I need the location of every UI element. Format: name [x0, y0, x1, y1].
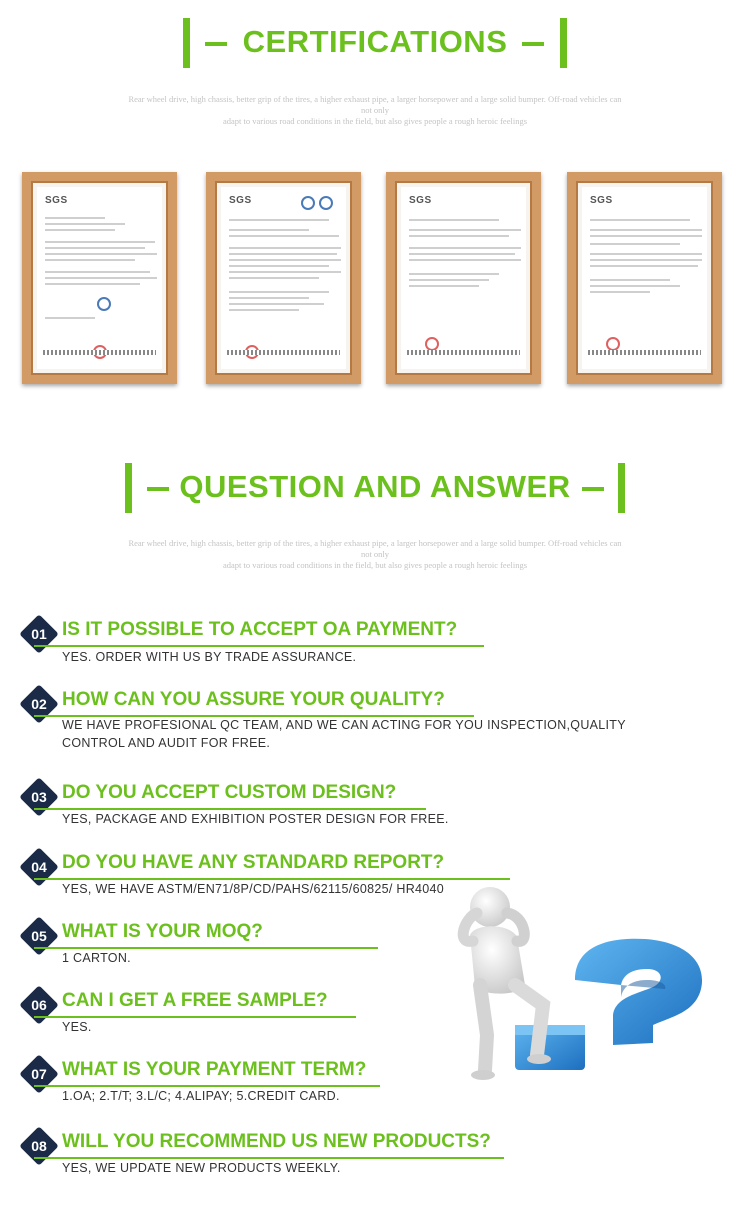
- header-dash-right: [582, 487, 604, 491]
- answer-text: YES. ORDER WITH US BY TRADE ASSURANCE.: [62, 650, 357, 664]
- question-text: DO YOU HAVE ANY STANDARD REPORT?: [62, 852, 445, 873]
- sgs-logo: SGS: [590, 195, 613, 206]
- header-dash-right: [522, 42, 544, 46]
- subtitle-line: adapt to various road conditions in the field, but also gives people a rough heroic feelings: [222, 560, 528, 570]
- certificate-frame: [22, 172, 177, 384]
- ilac-icon: [319, 196, 333, 210]
- number-label: 08: [31, 1138, 47, 1154]
- certifications-title: CERTIFICATIONS: [242, 24, 508, 59]
- answer-text: WE HAVE PROFESIONAL QC TEAM, AND WE CAN ACTING FOR YOU INSPECTION,QUALITY CONTROL AND AUDIT FOR FREE.: [62, 718, 626, 750]
- number-label: 02: [31, 696, 47, 712]
- certificate-document: [221, 187, 346, 369]
- answer-text: YES, WE HAVE ASTM/EN71/8P/CD/PAHS/62115/60825/ HR4040: [62, 882, 445, 896]
- barcode-strip: [43, 350, 156, 355]
- thinking-figure-illustration: [425, 885, 710, 1085]
- sgs-logo: SGS: [45, 195, 68, 206]
- certificate-frame: [567, 172, 722, 384]
- subtitle-line: adapt to various road conditions in the field, but also gives people a rough heroic feelings: [222, 116, 528, 126]
- question-text: WILL YOU RECOMMEND US NEW PRODUCTS?: [62, 1131, 491, 1152]
- seal-icon: [97, 297, 111, 311]
- certificate-document: [582, 187, 707, 369]
- certifications-header: [0, 18, 750, 78]
- question-text: HOW CAN YOU ASSURE YOUR QUALITY?: [62, 689, 445, 710]
- barcode-strip: [588, 350, 701, 355]
- answer-text: 1 CARTON.: [62, 951, 131, 965]
- question-text: WHAT IS YOUR PAYMENT TERM?: [62, 1059, 367, 1080]
- sgs-logo: SGS: [409, 195, 432, 206]
- sgs-logo: SGS: [229, 195, 252, 206]
- qa-title: QUESTION AND ANSWER: [179, 469, 571, 504]
- question-text: DO YOU ACCEPT CUSTOM DESIGN?: [62, 782, 397, 803]
- number-label: 03: [31, 789, 47, 805]
- certificate-document: [37, 187, 162, 369]
- certificate-frame: [206, 172, 361, 384]
- cnas-icon: [301, 196, 315, 210]
- barcode-strip: [227, 350, 340, 355]
- question-text: IS IT POSSIBLE TO ACCEPT OA PAYMENT?: [62, 619, 458, 640]
- qa-header: [0, 463, 750, 523]
- subtitle-line: Rear wheel drive, high chassis, better grip of the tires, a higher exhaust pipe, a larger horsepower and a large solid bumper. Off-road vehicles can not only: [128, 538, 622, 559]
- number-label: 06: [31, 997, 47, 1013]
- stamp-icon: [606, 337, 620, 351]
- certificate-frame: [386, 172, 541, 384]
- answer-text: YES.: [62, 1020, 92, 1034]
- answer-text: YES, WE UPDATE NEW PRODUCTS WEEKLY.: [62, 1161, 341, 1175]
- certificate-document: [401, 187, 526, 369]
- subtitle-line: Rear wheel drive, high chassis, better grip of the tires, a higher exhaust pipe, a larger horsepower and a large solid bumper. Off-road vehicles can not only: [128, 94, 622, 115]
- number-label: 07: [31, 1066, 47, 1082]
- header-bar-right: [618, 463, 625, 513]
- number-label: 04: [31, 859, 47, 875]
- answer-text: 1.OA; 2.T/T; 3.L/C; 4.ALIPAY; 5.CREDIT CARD.: [62, 1089, 340, 1103]
- question-text: WHAT IS YOUR MOQ?: [62, 921, 263, 942]
- certificate-gallery: [0, 172, 750, 386]
- certifications-subtitle: [125, 94, 625, 127]
- question-underline: [34, 645, 484, 647]
- header-bar-right: [560, 18, 567, 68]
- number-label: 05: [31, 928, 47, 944]
- answer-text: YES, PACKAGE AND EXHIBITION POSTER DESIGN FOR FREE.: [62, 812, 449, 826]
- number-label: 01: [31, 626, 47, 642]
- qa-subtitle: [125, 538, 625, 571]
- stamp-icon: [425, 337, 439, 351]
- thinking-person-figure: [463, 887, 551, 1080]
- barcode-strip: [407, 350, 520, 355]
- question-text: CAN I GET A FREE SAMPLE?: [62, 990, 328, 1011]
